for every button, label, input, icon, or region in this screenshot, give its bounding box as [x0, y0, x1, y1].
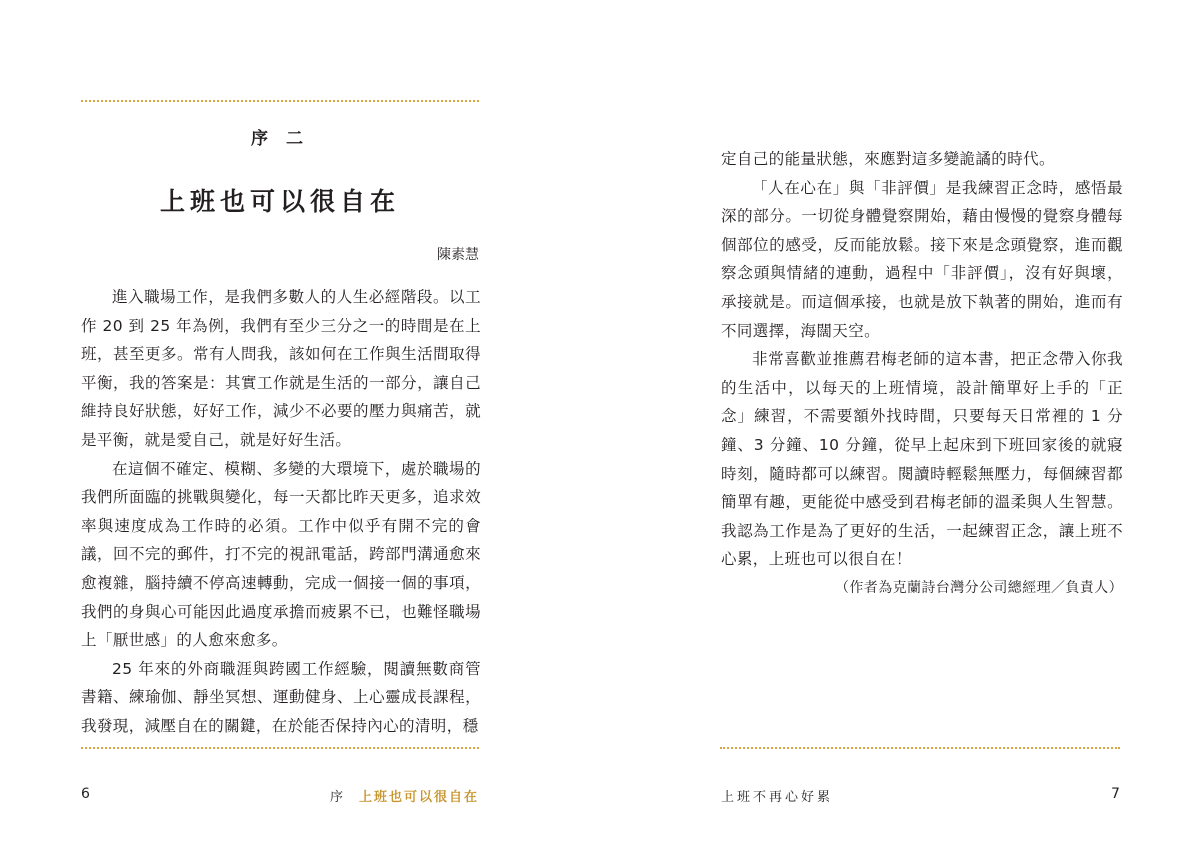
paragraph: 25 年來的外商職涯與跨國工作經驗，閱讀無數商管書籍、練瑜伽、靜坐冥想、運動健身、上心靈成長課程，我發現，減壓自在的關鍵，在於能否保持內心的清明，穩 — [81, 659, 481, 735]
author-signature: （作者為克蘭詩台灣分公司總經理／負責人） — [835, 579, 1123, 596]
paragraph: 定自己的能量狀態，來應對這多變詭譎的時代。 — [721, 150, 1055, 168]
page-number: 6 — [81, 786, 90, 802]
paragraph: 「人在心在」與「非評價」是我練習正念時，感悟最深的部分。一切從身體覺察開始，藉由慢慢的覺察身體每個部位的感受，反而能放鬆。接下來是念頭覺察，進而觀察念頭與情緒的連動，過程中「非評價」，沒有好與壞，承接就是。而這個承接，也就是放下執著的開始，進而有不同選擇，海闊天空。 — [721, 178, 1123, 340]
left-body-text — [81, 283, 481, 741]
running-head: 上班不再心好累 — [721, 790, 834, 805]
paragraph: 進入職場工作，是我們多數人的人生必經階段。以工作 20 到 25 年為例，我們有至少三分之一的時間是在上班，甚至更多。常有人問我，該如何在工作與生活間取得平衡，我的答案是：其實工作就是生活的一部分，讓自己維持良好狀態，好好工作，減少不必要的壓力與痛苦，就是平衡，就是愛自己，就是好好生活。 — [81, 288, 481, 449]
running-head — [330, 786, 479, 805]
paragraph: 非常喜歡並推薦君梅老師的這本書，把正念帶入你我的生活中，以每天的上班情境，設計簡單好上手的「正念」練習，不需要額外找時間，只要每天日常裡的 1 分鐘、3 分鐘、10 分鐘，從早上起床到下班回家後的就寢時刻，隨時都可以練習。閱讀時輕鬆無壓力，每個練習都簡單有趣，更能從中感受到君梅老師的溫柔與人生智慧。我認為工作是為了更好的生活，一起練習正念，讓上班不心累，上班也可以很自在！ — [721, 350, 1123, 569]
top-dotted-rule — [81, 100, 479, 102]
right-page — [600, 0, 1200, 851]
running-head-section: 序 — [329, 790, 345, 805]
bottom-dotted-rule — [81, 747, 479, 749]
bottom-dotted-rule — [720, 747, 1120, 749]
chapter-label: 序 二 — [251, 129, 309, 149]
running-head-title: 上班也可以很自在 — [358, 790, 479, 805]
paragraph: 在這個不確定、模糊、多變的大環境下，處於職場的我們所面臨的挑戰與變化，每一天都比昨天更多，追求效率與速度成為工作時的必須。工作中似乎有開不完的會議，回不完的郵件，打不完的視訊電話，跨部門溝通愈來愈複雜，腦持續不停高速轉動，完成一個接一個的事項，我們的身與心可能因此過度承擔而疲累不已，也難怪職場上「厭世感」的人愈來愈多。 — [81, 459, 481, 650]
page-number: 7 — [1111, 786, 1120, 802]
right-body-text — [721, 145, 1123, 602]
chapter-title: 上班也可以很自在 — [159, 187, 400, 216]
author-name: 陳素慧 — [437, 247, 479, 263]
